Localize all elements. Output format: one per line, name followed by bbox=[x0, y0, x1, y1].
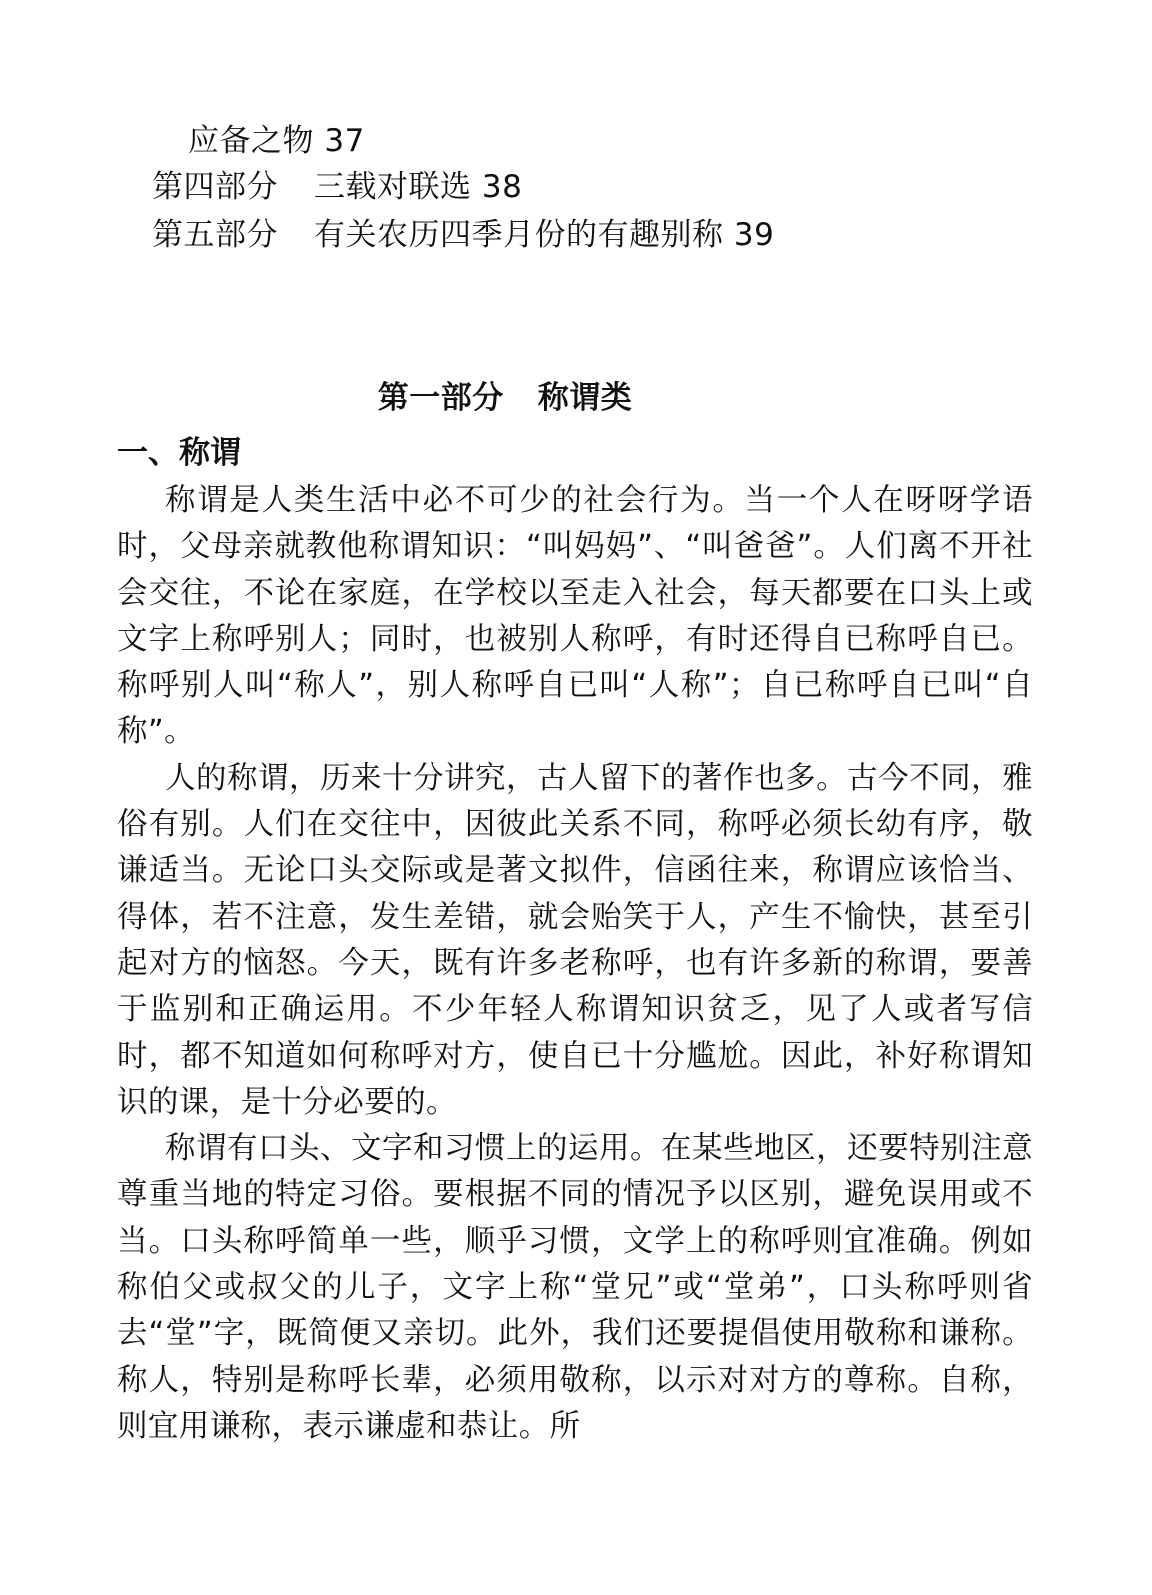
paragraph-2: 人的称谓，历来十分讲究，古人留下的著作也多。古今不同，雅俗有别。人们在交往中，因彼此关系不同，称呼必须长幼有序，敬谦适当。无论口头交际或是著文拟件，信函往来，称谓应该恰当、得体，若不注意，发生差错，就会贻笑于人，产生不愉快，甚至引起对方的恼怒。今天，既有许多老称呼，也有许多新的称谓，要善于监别和正确运用。不少年轻人称谓知识贫乏，见了人或者写信时，都不知道如何称呼对方，使自已十分尴尬。因此，补好称谓知识的课，是十分必要的。 bbox=[117, 760, 1033, 1120]
paragraph-3: 称谓有口头、文字和习惯上的运用。在某些地区，还要特别注意尊重当地的特定习俗。要根据不同的情况予以区别，避免误用或不当。口头称呼简单一些，顺乎习惯，文学上的称呼则宜准确。例如称伯父或叔父的儿子，文字上称“堂兄”或“堂弟”，口头称呼则省去“堂”字，既简便又亲切。此外，我们还要提倡使用敬称和谦称。称人，特别是称呼长辈，必须用敬称，以示对对方的尊称。自称，则宜用谦称，表示谦虚和恭让。所 bbox=[117, 1131, 1033, 1444]
section-heading: 一、称谓 bbox=[117, 435, 241, 471]
body-text bbox=[117, 478, 1033, 1450]
toc-part-title: 三载对联选 38 bbox=[314, 169, 523, 205]
toc-part-title: 有关农历四季月份的有趣别称 39 bbox=[314, 217, 775, 253]
part-heading-label: 第一部分 bbox=[377, 380, 504, 416]
toc-part-label: 第四部分 bbox=[152, 169, 278, 205]
toc-entry-part-five bbox=[152, 212, 774, 258]
part-heading-title: 称谓类 bbox=[537, 380, 633, 416]
toc-entry-part-four bbox=[152, 164, 522, 210]
paragraph-1: 称谓是人类生活中必不可少的社会行为。当一个人在呀呀学语时，父母亲就教他称谓知识：“叫妈妈”、“叫爸爸”。人们离不开社会交往，不论在家庭，在学校以至走入社会，每天都要在口头上或文字上称呼别人；同时，也被别人称呼，有时还得自已称呼自已。称呼别人叫“称人”，别人称呼自已叫“人称”；自已称呼自已叫“自称”。 bbox=[117, 483, 1033, 750]
part-heading bbox=[0, 375, 1010, 421]
toc-part-label: 第五部分 bbox=[152, 217, 278, 253]
toc-entry-text: 应备之物 37 bbox=[188, 123, 365, 159]
toc-entry-supplies bbox=[188, 118, 365, 164]
